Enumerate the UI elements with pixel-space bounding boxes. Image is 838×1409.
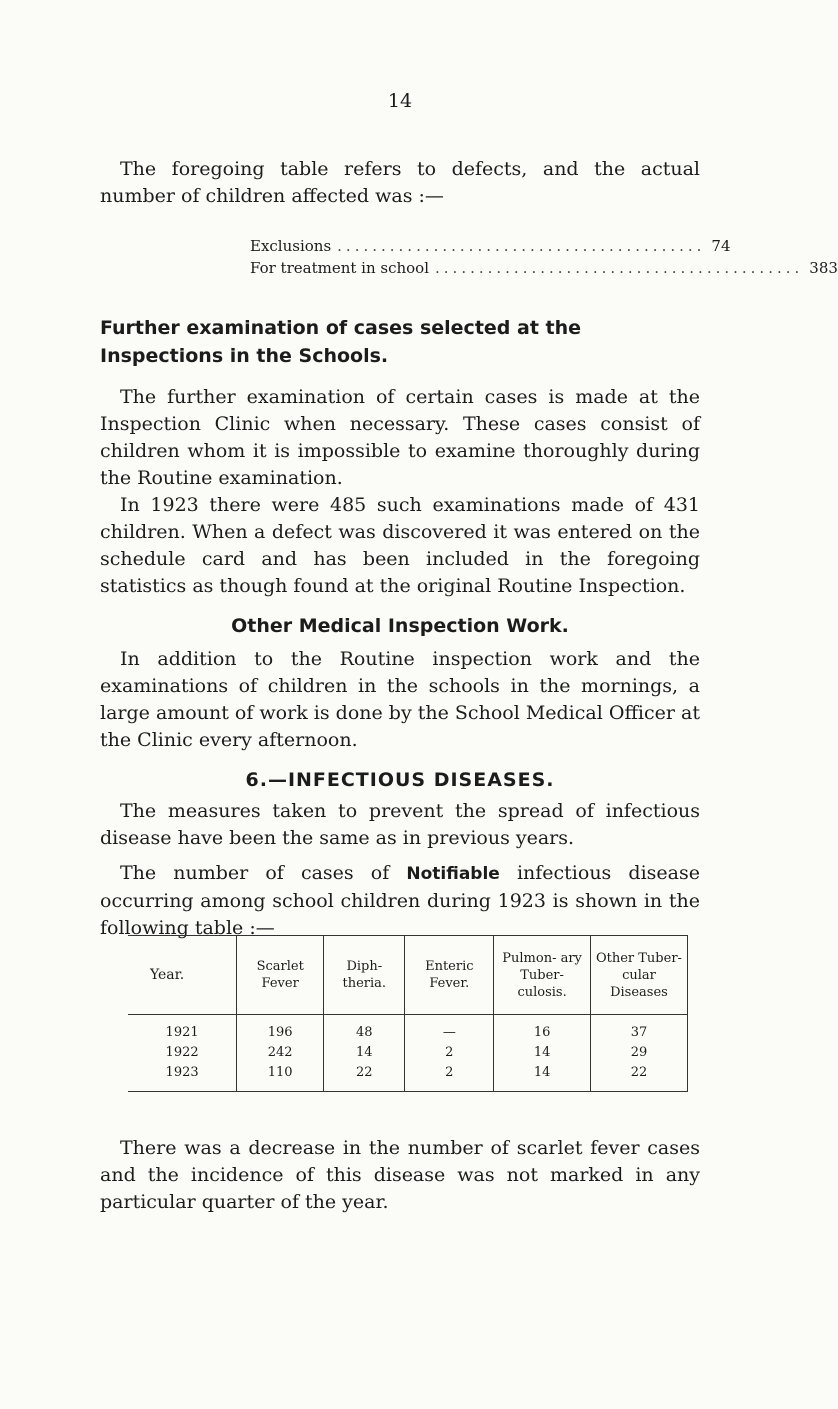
intro-paragraph: The foregoing table refers to defects, and the actual number of children affected was :— bbox=[100, 158, 700, 207]
table-cell: 29 bbox=[590, 1043, 687, 1063]
summary-label: For treatment in school bbox=[250, 259, 430, 277]
notifiable-bold-word: Notifiable bbox=[406, 864, 500, 884]
table-cell: 2 bbox=[405, 1043, 494, 1063]
table-cell: 110 bbox=[237, 1063, 324, 1092]
leader-dots: .......................................... bbox=[337, 237, 706, 255]
header-other-tubercular: Other Tuber- cular Diseases bbox=[590, 936, 687, 1015]
table-header-row bbox=[128, 936, 688, 1015]
notifiable-paragraph bbox=[100, 860, 700, 942]
table-cell: 1921 bbox=[165, 1025, 199, 1040]
table-cell: 22 bbox=[590, 1063, 687, 1092]
further-examination-paragraph-1: The further examination of certain cases is made at the Inspection Clinic when necessary. These cases consist of children whom it is impossible to examine thoroughly during the Routine examination. bbox=[100, 386, 700, 489]
table-cell: 37 bbox=[590, 1015, 687, 1044]
notifiable-text-before: The number of cases of bbox=[120, 862, 407, 884]
header-scarlet-fever: Scarlet Fever bbox=[237, 936, 324, 1015]
header-enteric-fever: Enteric Fever. bbox=[405, 936, 494, 1015]
further-examination-paragraph-2: In 1923 there were 485 such examinations made of 431 children. When a defect was discovered it was entered on the schedule card and has been included in the foregoing statistics as though found at the original Routine Inspection. bbox=[100, 494, 700, 597]
table-row bbox=[128, 1063, 688, 1092]
closing-paragraph: There was a decrease in the number of scarlet fever cases and the incidence of this disease was not marked in any particular quarter of the year. bbox=[100, 1137, 700, 1213]
summary-value: 74 bbox=[711, 237, 731, 255]
summary-label: Exclusions bbox=[250, 237, 332, 255]
summary-row-treatment bbox=[250, 257, 838, 279]
notifiable-text-after: infectious disease occurring among school children during 1923 is shown in the following table :— bbox=[100, 862, 700, 939]
header-pulmonary-tuberculosis: Pulmon- ary Tuber- culosis. bbox=[494, 936, 591, 1015]
page-number: 14 bbox=[387, 90, 413, 112]
header-year: Year. bbox=[128, 936, 237, 1015]
table-row bbox=[128, 1015, 688, 1044]
summary-row-exclusions bbox=[250, 235, 731, 257]
section-heading-other-medical: Other Medical Inspection Work. bbox=[231, 615, 569, 637]
header-diphtheria: Diph- theria. bbox=[324, 936, 405, 1015]
table-cell: 48 bbox=[324, 1015, 405, 1044]
table-cell: 14 bbox=[494, 1063, 591, 1092]
table-cell: 16 bbox=[494, 1015, 591, 1044]
table-cell: 242 bbox=[237, 1043, 324, 1063]
infectious-disease-table bbox=[128, 935, 688, 1092]
infectious-measures-paragraph: The measures taken to prevent the spread of infectious disease have been the same as in previous years. bbox=[100, 800, 700, 849]
table-cell: 196 bbox=[237, 1015, 324, 1044]
table-cell: 14 bbox=[324, 1043, 405, 1063]
table-cell: 22 bbox=[324, 1063, 405, 1092]
table-cell: 2 bbox=[405, 1063, 494, 1092]
leader-dots: .......................................... bbox=[435, 259, 804, 277]
summary-list bbox=[250, 235, 838, 279]
other-medical-paragraph: In addition to the Routine inspection work and the examinations of children in the schools in the mornings, a large amount of work is done by the School Medical Officer at the Clinic every afternoon. bbox=[100, 648, 700, 751]
summary-value: 383 bbox=[809, 259, 838, 277]
section-heading-further-examination: Further examination of cases selected at the Inspections in the Schools. bbox=[100, 317, 582, 367]
table-cell: 14 bbox=[494, 1043, 591, 1063]
table-cell: — bbox=[405, 1015, 494, 1044]
table-row bbox=[128, 1043, 688, 1063]
table-cell: 1922 bbox=[165, 1045, 199, 1060]
infectious-diseases-heading: 6.—INFECTIOUS DISEASES. bbox=[245, 769, 555, 791]
table-cell: 1923 bbox=[128, 1063, 237, 1092]
